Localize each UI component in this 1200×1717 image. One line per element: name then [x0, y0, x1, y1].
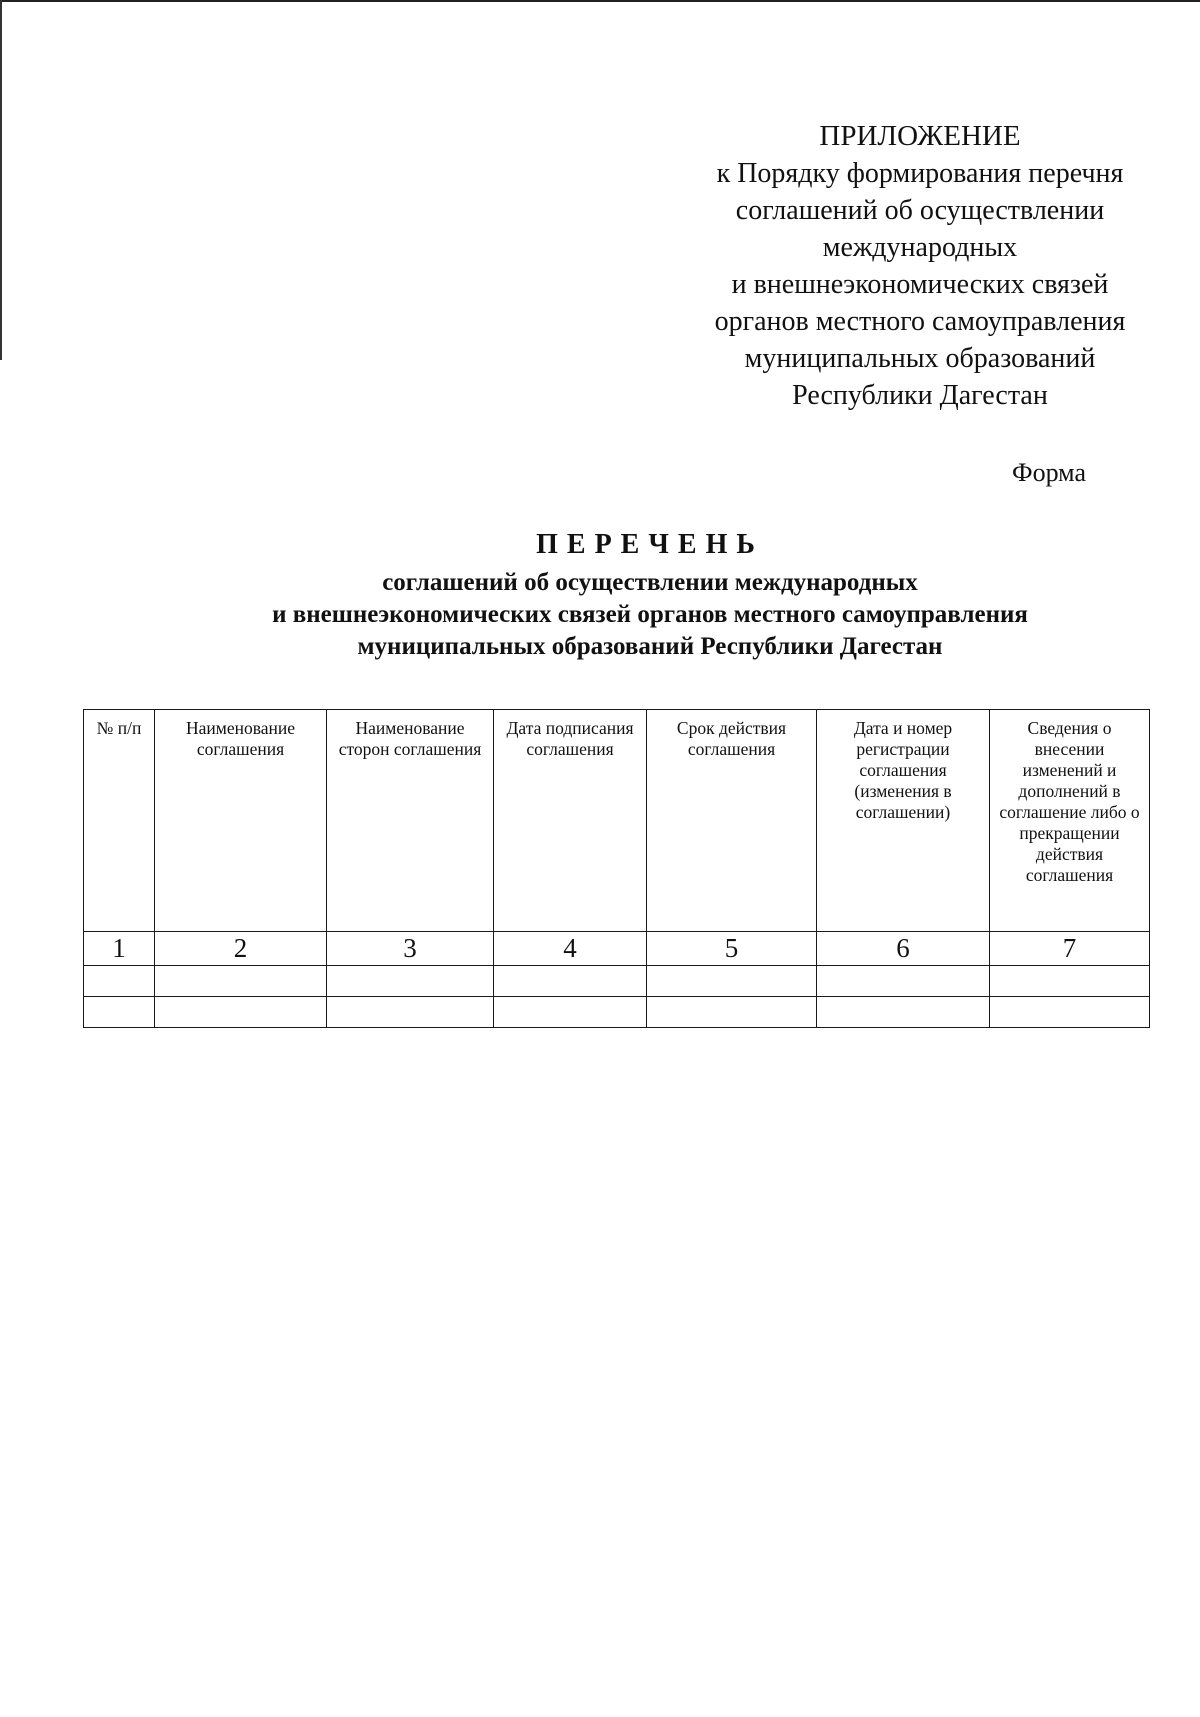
title-line: и внешнеэкономических связей органов местного самоуправления	[272, 601, 1028, 628]
title-line: муниципальных образований Республики Дагестан	[357, 633, 943, 660]
column-number-cell: 2	[155, 932, 327, 966]
header-label: Сведения о внесении изменений и дополнений в соглашение либо о прекращении действия соглашения	[999, 718, 1140, 885]
empty-cell	[817, 966, 990, 997]
document-title	[100, 525, 1200, 663]
column-number-cell: 3	[327, 932, 494, 966]
column-number-cell: 1	[84, 932, 155, 966]
column-number-cell: 7	[990, 932, 1150, 966]
empty-cell	[647, 997, 817, 1028]
header-cell	[327, 710, 494, 932]
empty-table-row	[84, 966, 1150, 997]
form-label: Форма	[1012, 458, 1086, 487]
empty-cell	[817, 997, 990, 1028]
table-header-row	[84, 710, 1150, 932]
header-cell	[817, 710, 990, 932]
header-label: Наименование соглашения	[185, 718, 296, 759]
appendix-heading: ПРИЛОЖЕНИЕ	[819, 120, 1021, 152]
header-cell	[494, 710, 647, 932]
appendix-block	[690, 118, 1150, 414]
appendix-line: к Порядку формирования перечня	[716, 158, 1124, 189]
title-line: соглашений об осуществлении международных	[382, 569, 918, 596]
header-cell	[990, 710, 1150, 932]
header-cell	[84, 710, 155, 932]
column-number-cell: 5	[647, 932, 817, 966]
column-number-cell: 4	[494, 932, 647, 966]
empty-cell	[647, 966, 817, 997]
empty-cell	[990, 997, 1150, 1028]
empty-cell	[990, 966, 1150, 997]
appendix-line: муниципальных образований	[744, 343, 1096, 374]
empty-cell	[84, 966, 155, 997]
header-label: Дата подписания соглашения	[506, 718, 634, 759]
empty-cell	[155, 997, 327, 1028]
title-main: ПЕРЕЧЕНЬ	[536, 529, 764, 560]
appendix-line: международных	[822, 232, 1018, 263]
appendix-line: Республики Дагестан	[792, 380, 1048, 411]
scan-edge-top	[0, 0, 1200, 2]
empty-table-row	[84, 997, 1150, 1028]
header-label: № п/п	[96, 718, 142, 738]
agreements-table	[83, 709, 1150, 1028]
column-number-row	[84, 932, 1150, 966]
scan-edge-left	[0, 0, 2, 360]
column-number-cell: 6	[817, 932, 990, 966]
header-label: Срок действия соглашения	[676, 718, 787, 759]
empty-cell	[84, 997, 155, 1028]
empty-cell	[327, 997, 494, 1028]
empty-cell	[494, 966, 647, 997]
empty-cell	[327, 966, 494, 997]
header-label: Дата и номер регистрации соглашения (изменения в соглашении)	[853, 718, 953, 822]
appendix-line: органов местного самоуправления	[714, 306, 1126, 337]
appendix-line: и внешнеэкономических связей	[731, 269, 1109, 300]
header-cell	[647, 710, 817, 932]
appendix-line: соглашений об осуществлении	[735, 195, 1105, 226]
header-label: Наименование сторон соглашения	[338, 718, 482, 759]
header-cell	[155, 710, 327, 932]
empty-cell	[155, 966, 327, 997]
empty-cell	[494, 997, 647, 1028]
